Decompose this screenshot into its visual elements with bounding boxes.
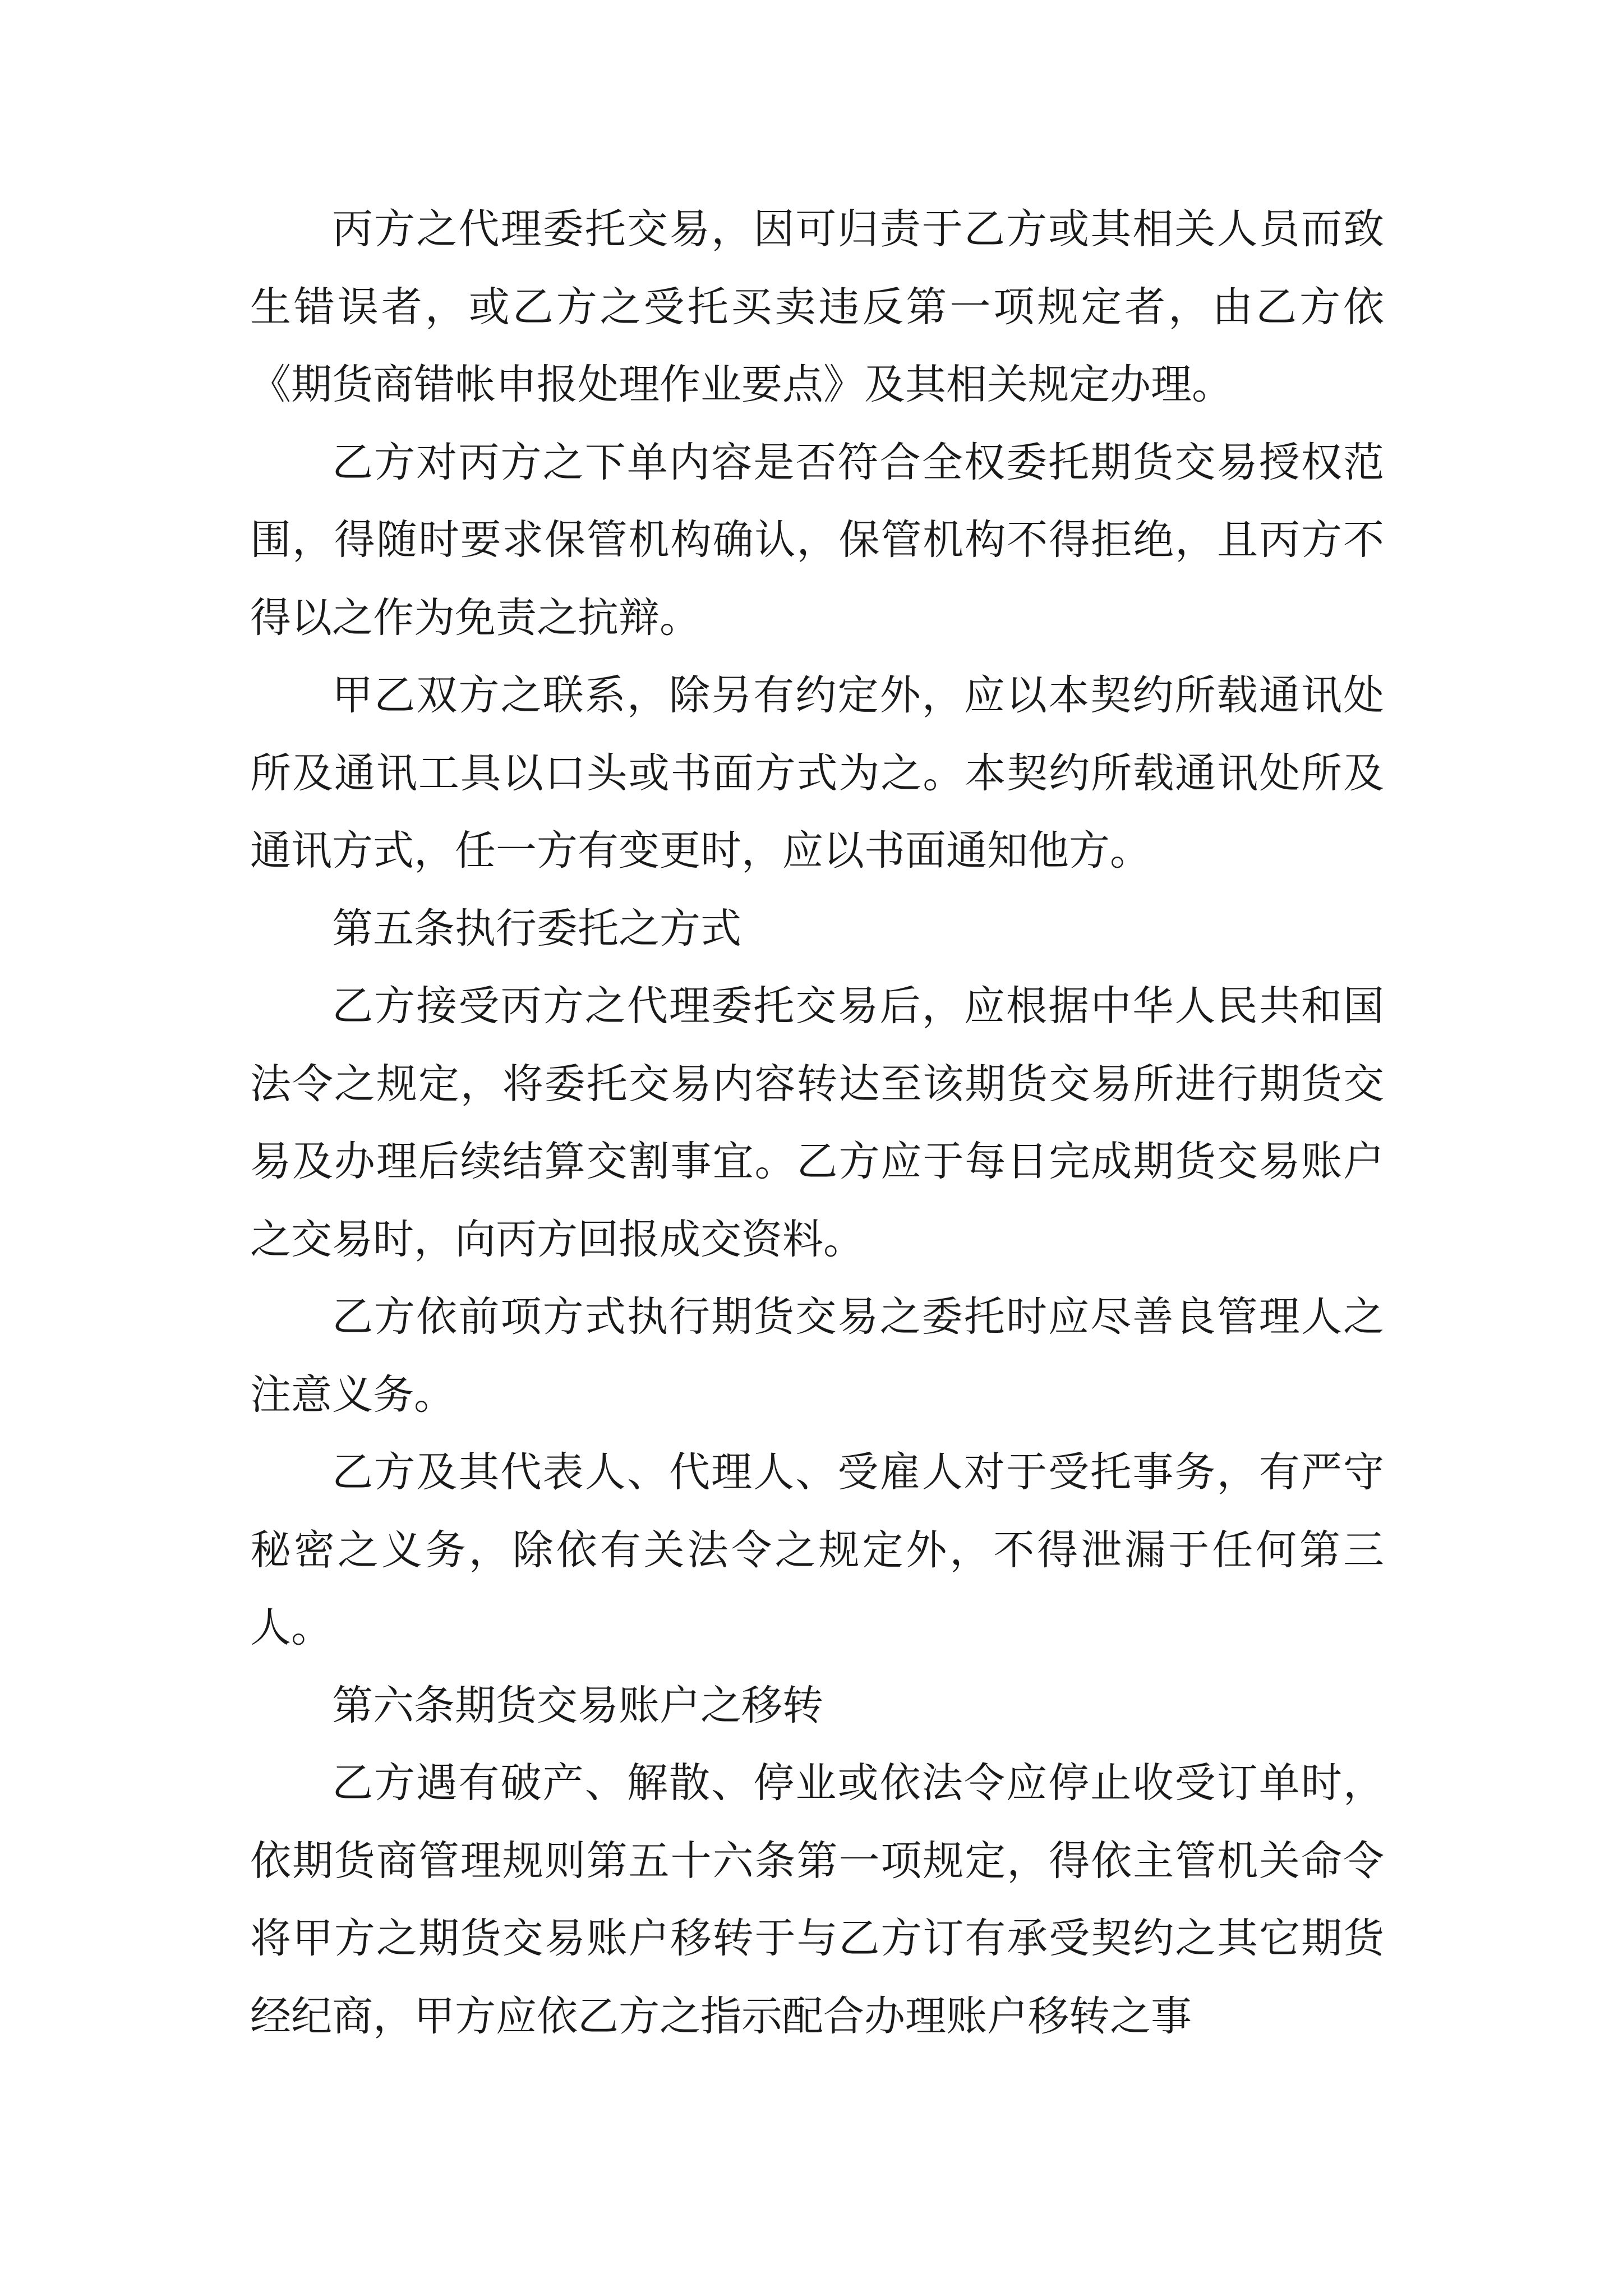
paragraph-confidentiality: 乙方及其代表人、代理人、受雇人对于受托事务，有严守秘密之义务，除依有关法令之规定外，不得泄漏于任何第三人。	[250, 1448, 1384, 1651]
article-6-heading: 第六条期货交易账户之移转	[332, 1681, 823, 1729]
paragraph-execution: 乙方接受丙方之代理委托交易后，应根据中华人民共和国法令之规定，将委托交易内容转达至该期货交易所进行期货交易及办理后续结算交割事宜。乙方应于每日完成期货交易账户之交易时，向丙方回报成交资料。	[250, 982, 1384, 1263]
paragraph-account-transfer: 乙方遇有破产、解散、停业或依法令应停止收受订单时，依期货商管理规则第五十六条第一项规定，得依主管机关命令将甲方之期货交易账户移转于与乙方订有承受契约之其它期货经纪商，甲方应依乙方之指示配合办理账户移转之事	[250, 1759, 1384, 2040]
paragraph-communication: 甲乙双方之联系，除另有约定外，应以本契约所载通讯处所及通讯工具以口头或书面方式为之。本契约所载通讯处所及通讯方式，任一方有变更时，应以书面通知他方。	[250, 671, 1384, 875]
paragraph-liability: 丙方之代理委托交易，因可归责于乙方或其相关人员而致生错误者，或乙方之受托买卖违反第一项规定者，由乙方依《期货商错帐申报处理作业要点》及其相关规定办理。	[250, 205, 1384, 408]
paragraph-duty-of-care: 乙方依前项方式执行期货交易之委托时应尽善良管理人之注意义务。	[250, 1293, 1384, 1419]
paragraph-authorization-check: 乙方对丙方之下单内容是否符合全权委托期货交易授权范围，得随时要求保管机构确认，保管机构不得拒绝，且丙方不得以之作为免责之抗辩。	[250, 438, 1384, 642]
article-5-heading: 第五条执行委托之方式	[332, 904, 741, 953]
document-body	[250, 191, 1384, 2055]
